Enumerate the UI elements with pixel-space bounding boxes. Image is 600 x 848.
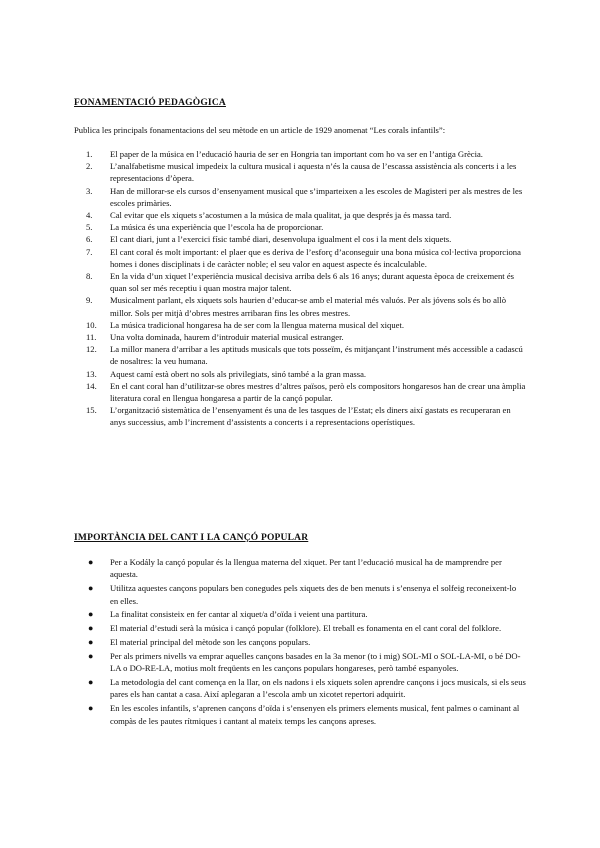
list-item-text: Aquest camí està obert no sols als privilegiats, sinó també a la gran massa. xyxy=(110,368,367,379)
list-item-number: 13. xyxy=(86,368,97,379)
list-item xyxy=(86,331,526,343)
bullet-item xyxy=(86,622,526,634)
list-item-number: 1. xyxy=(86,149,93,159)
list-item-number: 14. xyxy=(86,380,97,391)
bullet-icon: ● xyxy=(88,623,94,634)
numbered-list xyxy=(86,148,526,429)
list-item-text: L’organització sistemàtica de l’ensenyament és una de les tasques de l’Estat; els diners així gastats es recuperaran en anys successius, amb l’increment d’assistents a concerts i a representacions operístiques. xyxy=(110,405,511,428)
list-item xyxy=(86,160,526,184)
section-heading-fonamentacio: FONAMENTACIÓ PEDAGÒGICA xyxy=(74,98,226,108)
list-item-text: El cant diari, junt a l’exercici físic també diari, desenvolupa igualment el cos i la ment dels xiquets. xyxy=(110,234,452,245)
bullet-item xyxy=(86,702,526,727)
list-item-text: En el cant coral han d’utilitzar-se obres mestres d’altres països, però els compositors hongaresos han de crear una àmplia literatura coral en llengua hongaresa a partir de la cançó popular. xyxy=(110,380,526,404)
list-item-number: 6. xyxy=(86,234,93,245)
list-item-number: 15. xyxy=(86,405,97,416)
list-item xyxy=(86,319,526,331)
list-item xyxy=(86,233,526,245)
list-item-number: 11. xyxy=(86,332,97,343)
list-item xyxy=(86,343,526,367)
bullet-icon: ● xyxy=(88,637,94,647)
list-item-text: El paper de la música en l’educació hauria de ser en Hongria tan important com ho va ser en l’antiga Grècia. xyxy=(110,149,483,159)
list-item-number: 2. xyxy=(86,161,93,172)
list-item-text: La música és una experiència que l’escola ha de proporcionar. xyxy=(110,222,324,233)
list-item xyxy=(86,221,526,233)
section-heading-importancia: IMPORTÀNCIA DEL CANT I LA CANÇÓ POPULAR xyxy=(74,533,309,543)
bullet-icon: ● xyxy=(88,703,94,714)
bullet-item-text: El material principal del mètode son les cançons populars. xyxy=(110,637,311,647)
intro-paragraph: Publica les principals fonamentacions del seu mètode en un article de 1929 anomenat “Les corals infantils”: xyxy=(74,125,446,135)
list-item-number: 5. xyxy=(86,222,93,233)
bullet-item xyxy=(86,556,526,581)
bullet-item xyxy=(86,650,526,675)
bullet-item xyxy=(86,676,526,701)
list-item-text: Musicalment parlant, els xiquets sols haurien d’educar-se amb el material més valuós. Per als jóvens sols és bo allò millor. Sols per mitjà d’obres mestres arribaran fins les obres mestres. xyxy=(110,295,506,318)
bullet-item-text: Per a Kodály la cançó popular és la llengua materna del xiquet. Per tant l’educació musical ha de mamprendre per aquesta. xyxy=(110,557,502,580)
list-item xyxy=(86,380,526,404)
list-item-text: Cal evitar que els xiquets s’acostumen a la música de mala qualitat, ja que després ja és massa tard. xyxy=(110,210,452,221)
list-item-text: La música tradicional hongaresa ha de ser com la llengua materna musical del xiquet. xyxy=(110,319,404,330)
list-item-text: Una volta dominada, haurem d’introduir material musical estranger. xyxy=(110,332,344,343)
list-item xyxy=(86,404,526,428)
list-item xyxy=(86,270,526,294)
list-item-text: La millor manera d’arribar a les aptituds musicals que tots posseïm, és mitjançant l’instrument més accessible a cadascú de nosaltres: la veu humana. xyxy=(110,344,523,367)
list-item xyxy=(86,209,526,221)
bullet-item-text: Per als primers nivells va emprar aquelles cançons basades en la 3a menor (to i mig) SOL-MI o SOL-LA-MI, o bé DO-LA o DO-RE-LA, motius molt freqüents en les cançons populars hongareses, però també espanyoles. xyxy=(110,650,521,674)
bullet-item-text: La metodologia del cant comença en la llar, on els nadons i els xiquets solen aprendre cançons i jocs musicals, si els seus pares els han cantat a casa. Així aplegaran a l’escola amb un xicotet repertori adquirit. xyxy=(110,677,526,700)
bullet-item xyxy=(86,582,526,607)
list-item-number: 3. xyxy=(86,185,93,196)
bullet-item-text: La finalitat consisteix en fer cantar al xiquet/a d’oïda i veient una partitura. xyxy=(110,609,368,620)
bullet-item-text: En les escoles infantils, s’aprenen cançons d’oïda i s’ensenyen els primers elements musical, fent palmes o caminant al compàs de les pautes rítmiques i cantant al mateix temps les cançons apreses. xyxy=(110,703,520,726)
list-item xyxy=(86,148,526,160)
list-item-number: 4. xyxy=(86,210,93,221)
bullet-icon: ● xyxy=(88,650,94,661)
bullet-icon: ● xyxy=(88,677,94,687)
bullet-item xyxy=(86,636,526,648)
list-item-number: 8. xyxy=(86,271,93,282)
bullet-list xyxy=(86,556,526,728)
bullet-icon: ● xyxy=(88,557,94,567)
list-item-text: En la vida d’un xiquet l’experiència musical decisiva arriba dels 6 als 16 anys; durant aquesta època de creixement és quan sol ser més receptiu i quan mostra major talent. xyxy=(110,271,514,294)
list-item-number: 9. xyxy=(86,295,93,306)
bullet-item-text: El material d’estudi serà la música i cançó popular (folklore). El treball es fonamenta en el cant coral del folklore. xyxy=(110,623,502,634)
bullet-item xyxy=(86,608,526,620)
list-item-number: 7. xyxy=(86,246,93,257)
list-item-number: 12. xyxy=(86,344,97,355)
list-item xyxy=(86,368,526,380)
list-item xyxy=(86,246,526,270)
bullet-icon: ● xyxy=(88,583,94,594)
list-item-text: El cant coral és molt important: el plaer que es deriva de l’esforç d’aconseguir una bona música col·lectiva proporciona homes i dones disciplinats i de caràcter noble; el seu valor en aquest aspecte és incalculable. xyxy=(110,246,521,269)
list-item-text: L’analfabetisme musical impedeix la cultura musical i aquesta n’és la causa de l’escassa assistència als concerts i a les representacions d’òpera. xyxy=(110,161,517,184)
list-item xyxy=(86,294,526,318)
list-item-text: Han de millorar-se els cursos d’ensenyament musical que s’imparteixen a les escoles de Magisteri per als mestres de les escoles primàries. xyxy=(110,185,523,208)
bullet-icon: ● xyxy=(88,609,94,620)
list-item xyxy=(86,185,526,209)
bullet-item-text: Utilitza aquestes cançons populars ben conegudes pels xiquets des de ben menuts i s’ensenya el solfeig reconeixent-lo en elles. xyxy=(110,583,517,606)
list-item-number: 10. xyxy=(86,319,97,330)
